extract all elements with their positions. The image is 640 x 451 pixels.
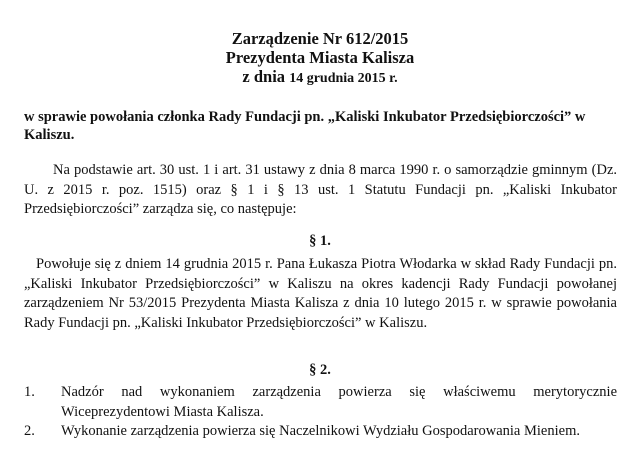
title-line-ordinance: Zarządzenie Nr 612/2015 bbox=[231, 29, 409, 48]
title-line-date bbox=[0, 67, 640, 88]
date-prefix: z dnia bbox=[242, 67, 286, 86]
section-2-heading: § 2. bbox=[309, 362, 331, 378]
list-item-number: 1. bbox=[24, 384, 35, 400]
section-1-heading: § 1. bbox=[309, 233, 331, 249]
legal-basis-paragraph: Na podstawie art. 30 ust. 1 i art. 31 ustawy z dnia 8 marca 1990 r. o samorządzie gminnym (Dz. U. z 2015 r. poz. 1515) oraz § 1 i § 13 ust. 1 Statutu Fundacji pn. „Kaliski Inkubator Przedsiębiorczości” zarządza się, co następuje: bbox=[24, 162, 617, 217]
document-title bbox=[0, 29, 640, 88]
issue-date: 14 grudnia 2015 r. bbox=[289, 71, 398, 86]
list-item-text: Nadzór nad wykonaniem zarządzenia powierza się właściwemu merytorycznie Wiceprezydentowi Miasta Kalisza. bbox=[61, 384, 617, 420]
list-item-number: 2. bbox=[24, 423, 35, 439]
list-item-text: Wykonanie zarządzenia powierza się Naczelnikowi Wydziału Gospodarowania Mieniem. bbox=[61, 423, 580, 439]
document-subject: w sprawie powołania członka Rady Fundacji pn. „Kaliski Inkubator Przedsiębiorczości” w Kaliszu. bbox=[24, 109, 586, 143]
section-2-list bbox=[24, 383, 617, 442]
list-item bbox=[24, 383, 617, 422]
list-item bbox=[24, 422, 617, 442]
title-line-issuer: Prezydenta Miasta Kalisza bbox=[225, 48, 415, 67]
section-1-text: Powołuje się z dniem 14 grudnia 2015 r. Pana Łukasza Piotra Włodarka w skład Rady Fundacji pn. „Kaliski Inkubator Przedsiębiorczości” w Kaliszu na okres kadencji Rady Fundacji powołanej zarządzeniem Nr 53/2015 Prezydenta Miasta Kalisza z dnia 10 lutego 2015 r. w sprawie powołania Rady Fundacji pn. „Kaliski Inkubator Przedsiębiorczości” w Kaliszu. bbox=[24, 256, 617, 331]
